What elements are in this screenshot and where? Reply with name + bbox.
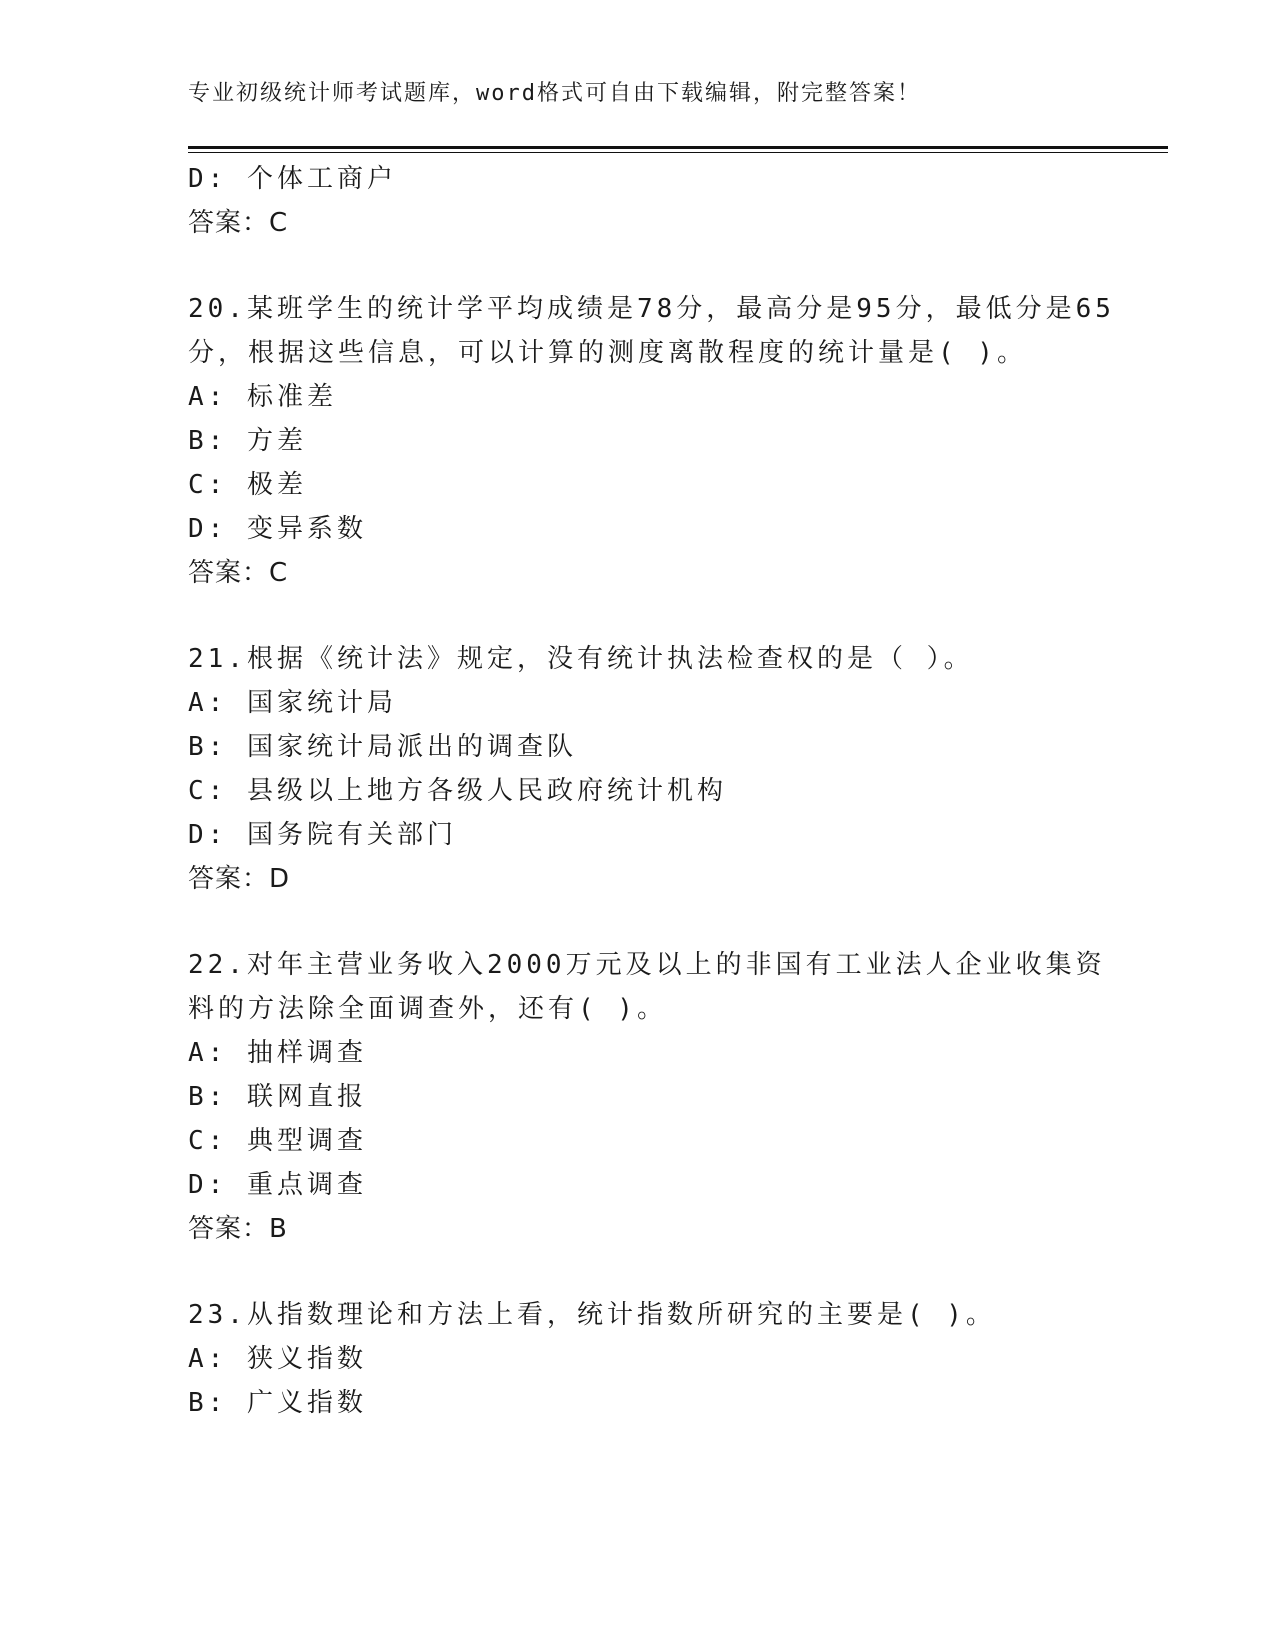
option-line: C: 典型调查 — [188, 1126, 367, 1156]
option-line: D: 个体工商户 — [188, 164, 397, 194]
option-line: B: 联网直报 — [188, 1082, 367, 1112]
option-line: B: 方差 — [188, 426, 307, 456]
option-line: B: 国家统计局派出的调查队 — [188, 732, 577, 762]
question-text: 22.对年主营业务收入2000万元及以上的非国有工业法人企业收集资 — [188, 950, 1106, 980]
answer-line: 答案：C — [188, 208, 289, 238]
answer-line: 答案：D — [188, 864, 291, 894]
option-line: D: 国务院有关部门 — [188, 820, 457, 850]
question-text: 分，根据这些信息，可以计算的测度离散程度的统计量是( )。 — [188, 338, 1027, 368]
answer-line: 答案：C — [188, 558, 289, 588]
option-line: C: 县级以上地方各级人民政府统计机构 — [188, 776, 727, 806]
header-divider — [188, 146, 1168, 149]
option-line: B: 广义指数 — [188, 1388, 367, 1418]
question-text: 21.根据《统计法》规定，没有统计执法检查权的是（ ）。 — [188, 644, 974, 674]
question-text: 料的方法除全面调查外，还有( )。 — [188, 994, 667, 1024]
option-line: C: 极差 — [188, 470, 307, 500]
question-text: 23.从指数理论和方法上看，统计指数所研究的主要是( )。 — [188, 1300, 996, 1330]
option-line: A: 标准差 — [188, 382, 337, 412]
answer-line: 答案：B — [188, 1214, 288, 1244]
option-line: A: 国家统计局 — [188, 688, 397, 718]
option-line: D: 重点调查 — [188, 1170, 367, 1200]
header-divider-thin — [188, 152, 1168, 153]
option-line: A: 抽样调查 — [188, 1038, 367, 1068]
page-header: 专业初级统计师考试题库，word格式可自由下载编辑，附完整答案！ — [188, 81, 921, 106]
option-line: D: 变异系数 — [188, 514, 367, 544]
question-text: 20.某班学生的统计学平均成绩是78分，最高分是95分，最低分是65 — [188, 294, 1115, 324]
option-line: A: 狭义指数 — [188, 1344, 367, 1374]
